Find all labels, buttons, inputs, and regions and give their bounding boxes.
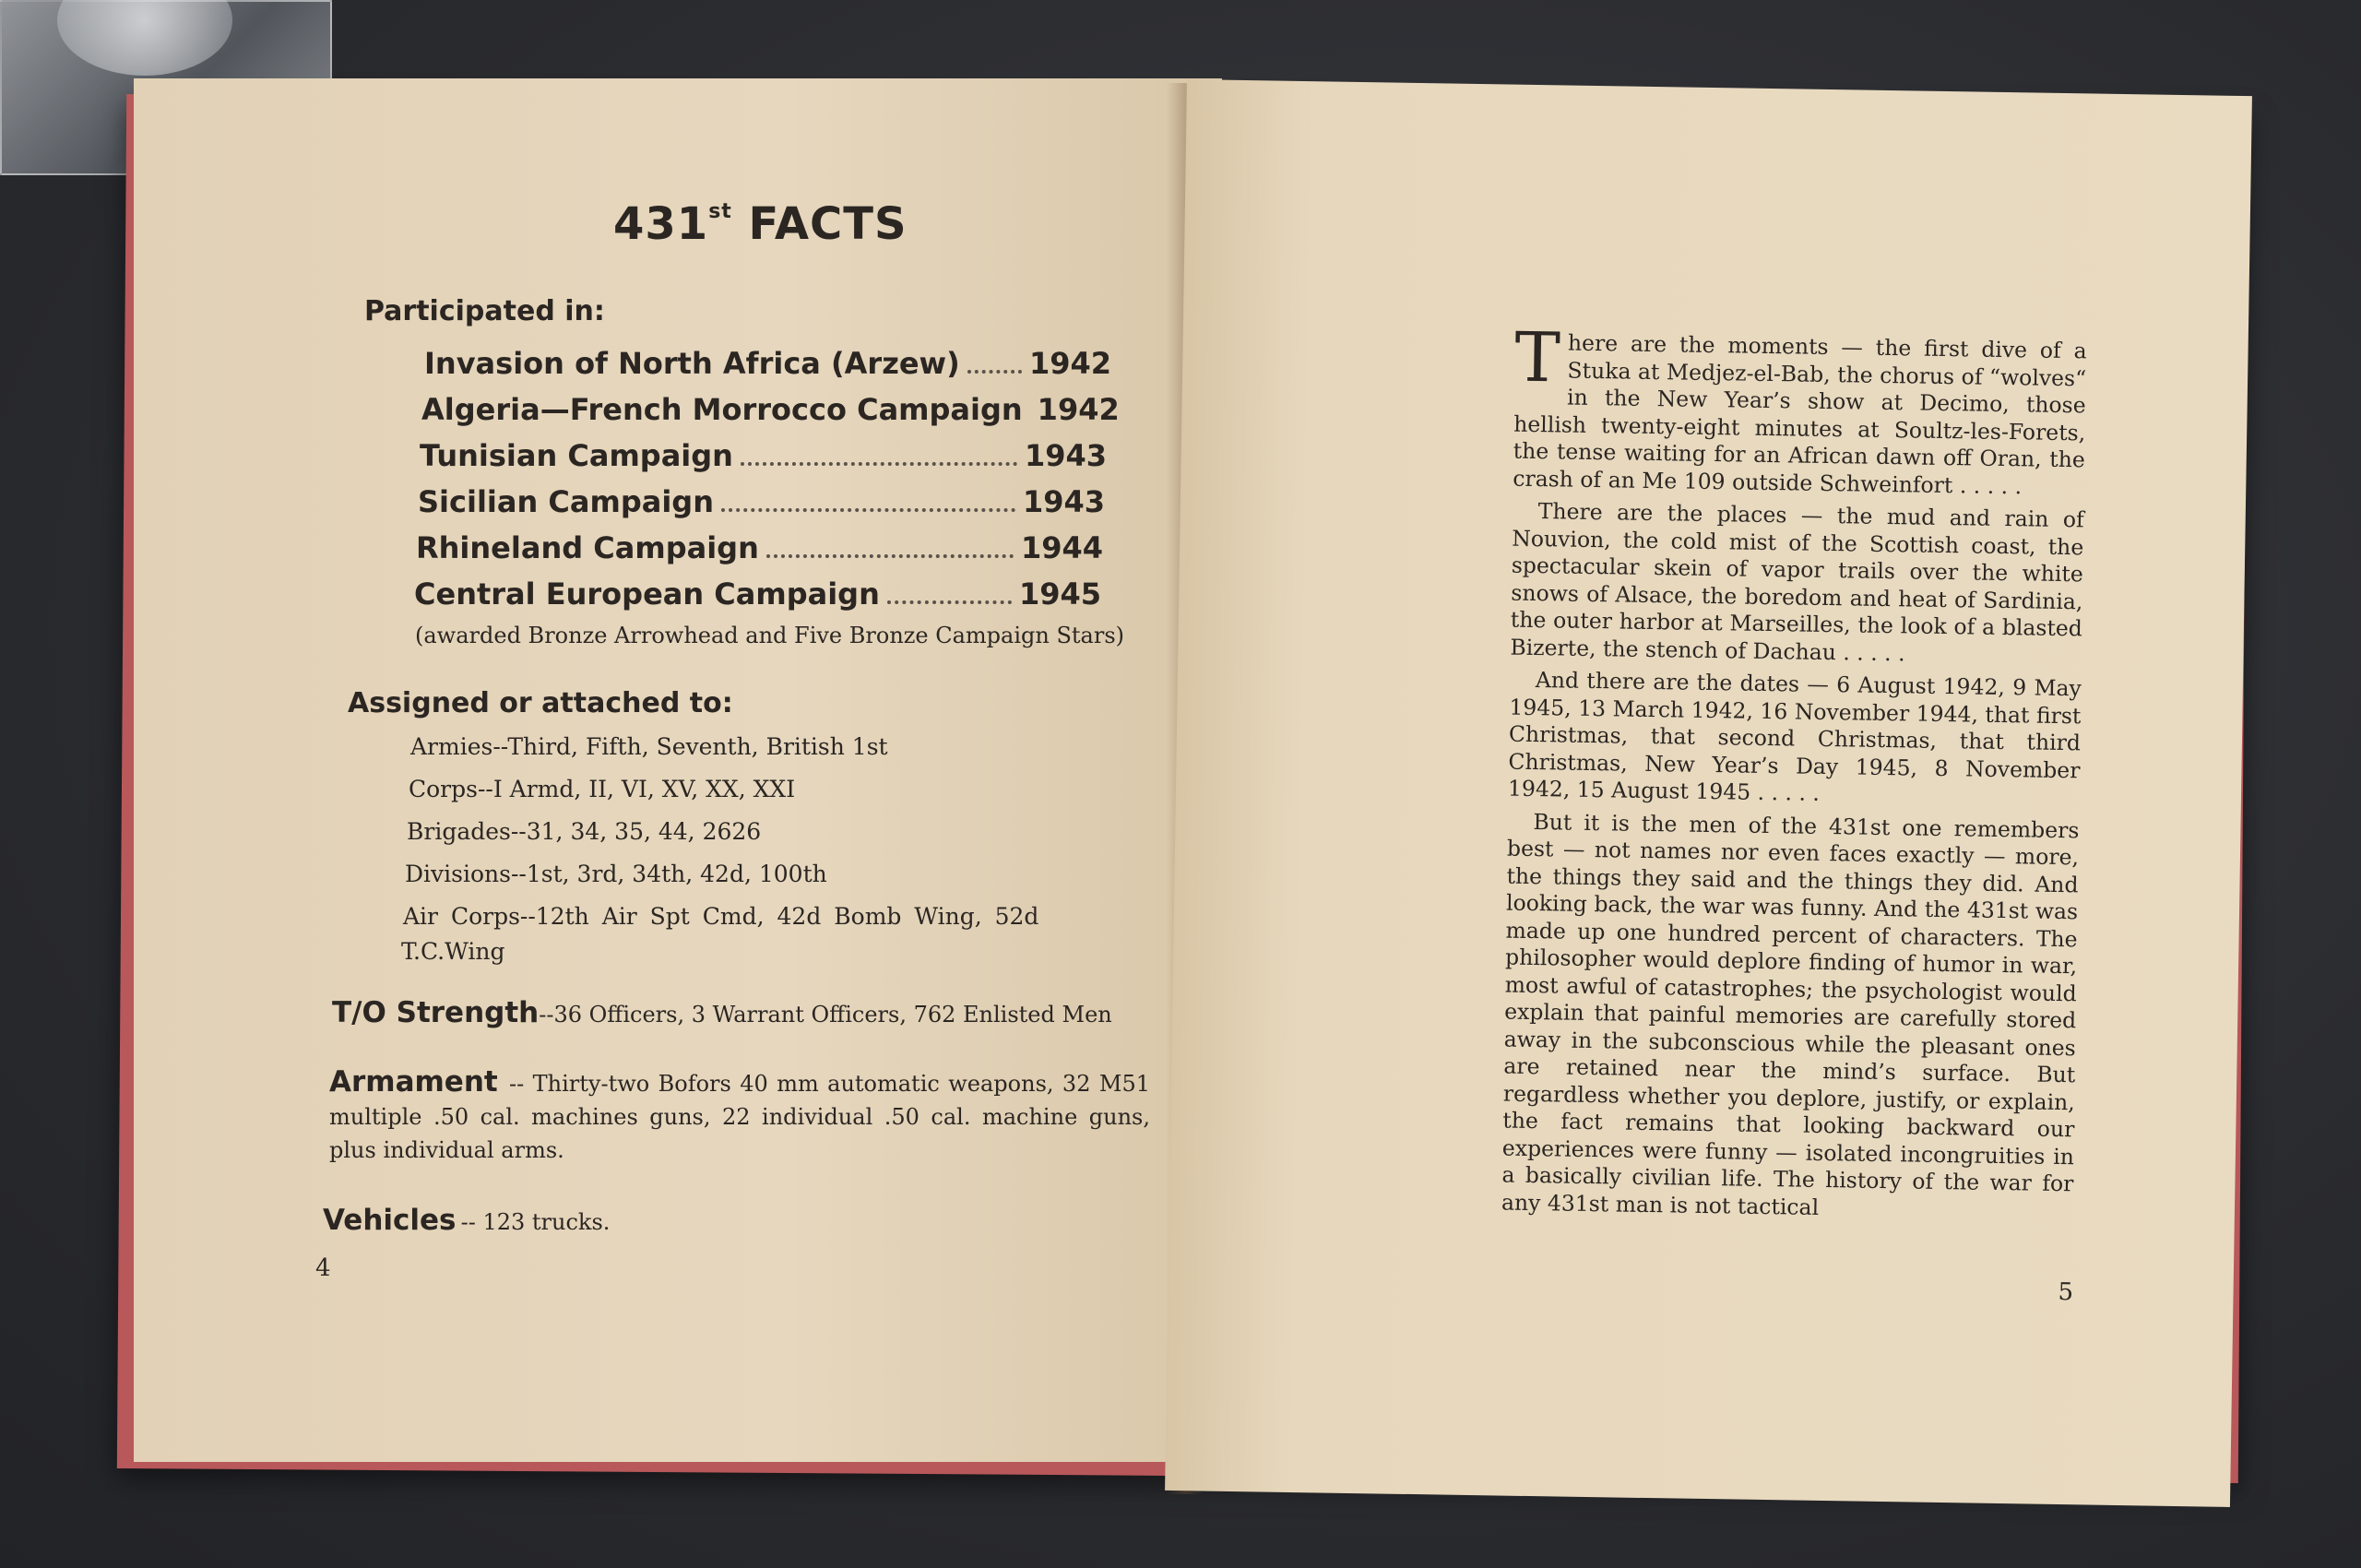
vehicles-text: -- 123 trucks.: [460, 1209, 611, 1235]
paragraph-text: here are the moments — the first dive of a Stuka at Medjez-el-Bab, the chorus of “wolves“ in the New Year’s show at Decimo, those hellish twenty-eight minutes at Soultz-les-Forets, the tense waiting for an African dawn off Oran, the crash of an Me 109 outside Schweinfort . . . . .: [1513, 329, 2087, 499]
campaign-row: [420, 438, 1107, 473]
assignment-line: Air Corps--12th Air Spt Cmd, 42d Bomb Wing, 52d: [403, 903, 1039, 930]
paragraph: And there are the dates — 6 August 1942, 9 May 1945, 13 March 1942, 16 November 1944, that first Christmas, that second Christmas, that third Christmas, New Year’s Day 1945, 8 November 1942, 15 August 1945 . . . . .: [1507, 667, 2082, 806]
leader-dots: [721, 508, 1015, 512]
campaign-name: Rhineland Campaign: [416, 530, 759, 565]
essay-text: [1501, 317, 2087, 1231]
title-number: 431: [613, 198, 709, 250]
leader-dots: [967, 370, 1022, 374]
page-number-right: 5: [2058, 1278, 2074, 1307]
campaign-name: Tunisian Campaign: [420, 438, 733, 473]
assignment-line: Corps--I Armd, II, VI, XV, XX, XXI: [409, 776, 796, 802]
page-title: [613, 198, 908, 250]
leader-dots: [766, 554, 1014, 558]
vehicles-label: Vehicles: [323, 1204, 457, 1237]
leader-dots: [741, 462, 1017, 466]
title-superscript: st: [708, 200, 732, 223]
strength-label: T/O Strength: [332, 996, 540, 1029]
campaign-name: Algeria—French Morrocco Campaign: [421, 392, 1023, 427]
assignment-line: Divisions--1st, 3rd, 34th, 42d, 100th: [405, 861, 827, 887]
paragraph: But it is the men of the 431st one remembers best — not names nor even faces exactly — more, the things they said and the things they did. And looking back, the war was funny. And the 431st was made up one hundred percent of characters. The philosopher would deplore finding of humor in war, most awful of catastrophes; the psychologist would explain that painful memories are carefully stored away in the subconscious while the pleasant ones are retained near the mind’s surface. But regardless whether you deplore, justify, or explain, the fact remains that looking backward our experiences were funny — isolated incongruities in a basically civilian life. The history of the war for any 431st man is not tactical: [1501, 808, 2080, 1220]
campaign-year: 1943: [1022, 484, 1105, 519]
assignment-line: Armies--Third, Fifth, Seventh, British 1st: [410, 733, 888, 760]
armament-label: Armament: [329, 1065, 498, 1099]
campaign-row: [414, 576, 1101, 612]
campaign-row: [421, 392, 1120, 427]
paragraph: [1513, 317, 2087, 502]
assignment-line: Brigades--31, 34, 35, 44, 2626: [407, 818, 762, 845]
campaign-year: 1942: [1037, 392, 1120, 427]
armament-text: -- Thirty-two Bofors 40 mm automatic weapons, 32 M51 multiple .50 cal. machines guns, 22 individual .50 cal. machine guns, plus individual arms.: [329, 1071, 1150, 1163]
title-word: FACTS: [748, 198, 908, 250]
participated-heading: Participated in:: [364, 295, 605, 327]
strength-text: --36 Officers, 3 Warrant Officers, 762 Enlisted Men: [539, 1002, 1112, 1028]
campaign-name: Sicilian Campaign: [418, 484, 714, 519]
campaign-year: 1942: [1028, 346, 1111, 381]
campaign-year: 1944: [1020, 530, 1103, 565]
strength-line: [332, 996, 1162, 1029]
awards-note: (awarded Bronze Arrowhead and Five Bronze Campaign Stars): [415, 623, 1125, 648]
assignment-line: T.C.Wing: [401, 938, 505, 965]
leader-dots: [887, 600, 1012, 604]
campaign-row: [424, 346, 1111, 381]
paragraph: There are the places — the mud and rain of Nouvion, the cold mist of the Scottish coast, the spectacular skein of vapor trails over the white snows of Alsace, the boredom and heat of Sardinia, the outer harbor at Marseilles, the look of a blasted Bizerte, the stench of Dachau . . . . .: [1510, 498, 2084, 666]
campaign-name: Central European Campaign: [414, 576, 880, 612]
left-page: [134, 78, 1222, 1462]
drop-cap: T: [1513, 317, 1561, 398]
campaign-row: [416, 530, 1103, 565]
campaign-row: [418, 484, 1105, 519]
campaign-year: 1943: [1024, 438, 1107, 473]
right-page: [1165, 79, 2252, 1507]
vehicles-line: [323, 1204, 610, 1237]
campaign-name: Invasion of North Africa (Arzew): [424, 346, 960, 381]
campaign-year: 1945: [1018, 576, 1101, 612]
assigned-heading: Assigned or attached to:: [348, 687, 733, 719]
page-number-left: 4: [315, 1254, 331, 1282]
paperweight-disc: [57, 0, 232, 76]
